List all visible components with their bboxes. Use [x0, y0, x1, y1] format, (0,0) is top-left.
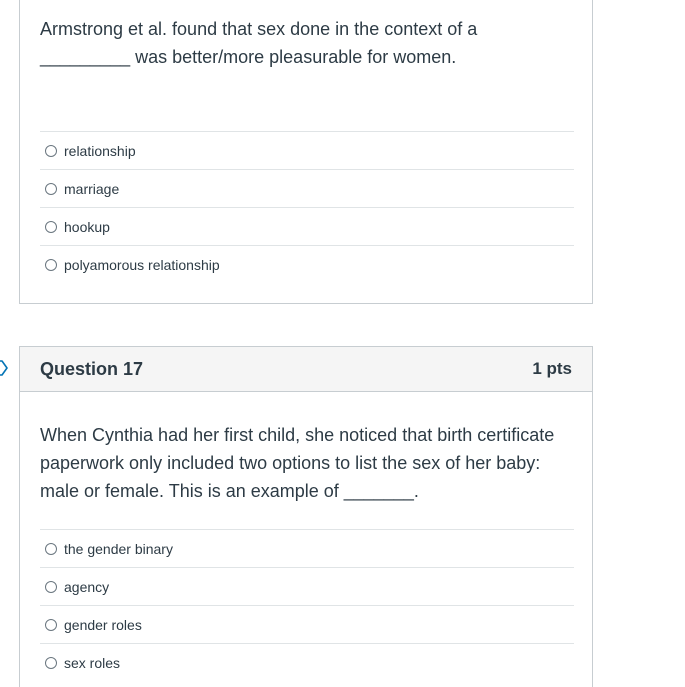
question-card-16: [19, 0, 593, 304]
answer-label: agency: [64, 578, 110, 595]
radio-button[interactable]: [45, 183, 57, 195]
question-title: Question 17: [40, 358, 144, 379]
answer-option[interactable]: [40, 169, 574, 207]
radio-button[interactable]: [45, 259, 57, 271]
answer-label: sex roles: [64, 654, 121, 671]
answer-option[interactable]: [40, 245, 574, 283]
flag-question-icon[interactable]: [0, 360, 8, 376]
question-17-header: [20, 347, 592, 392]
answer-option[interactable]: [40, 605, 574, 643]
answer-option[interactable]: [40, 529, 574, 567]
radio-button[interactable]: [45, 543, 57, 555]
question-points: 1 pts: [532, 359, 572, 378]
answer-label: the gender binary: [64, 540, 173, 557]
radio-button[interactable]: [45, 619, 57, 631]
answer-option[interactable]: [40, 567, 574, 605]
answer-label: gender roles: [64, 616, 142, 633]
question-card-17: [19, 346, 593, 687]
question-17-text: When Cynthia had her first child, she noticed that birth certificate paperwork only included two options to list the sex of her baby: male or female. This is an example of _______.: [40, 425, 555, 501]
answer-label: polyamorous relationship: [64, 256, 220, 273]
answer-option[interactable]: [40, 207, 574, 245]
radio-button[interactable]: [45, 657, 57, 669]
question-17-answers: [40, 529, 574, 681]
question-16-text-part2: was better/more pleasurable for women.: [130, 47, 457, 67]
answer-label: hookup: [64, 218, 110, 235]
answer-option[interactable]: [40, 131, 574, 169]
answer-label: marriage: [64, 180, 120, 197]
question-16-answers: [40, 131, 574, 283]
question-16-text-part1: Armstrong et al. found that sex done in the context of a: [40, 19, 478, 39]
question-16-text: [20, 0, 592, 71]
radio-button[interactable]: [45, 221, 57, 233]
radio-button[interactable]: [45, 581, 57, 593]
answer-option[interactable]: [40, 643, 574, 681]
radio-button[interactable]: [45, 145, 57, 157]
question-16-blank: _________: [40, 47, 131, 67]
answer-label: relationship: [64, 142, 136, 159]
